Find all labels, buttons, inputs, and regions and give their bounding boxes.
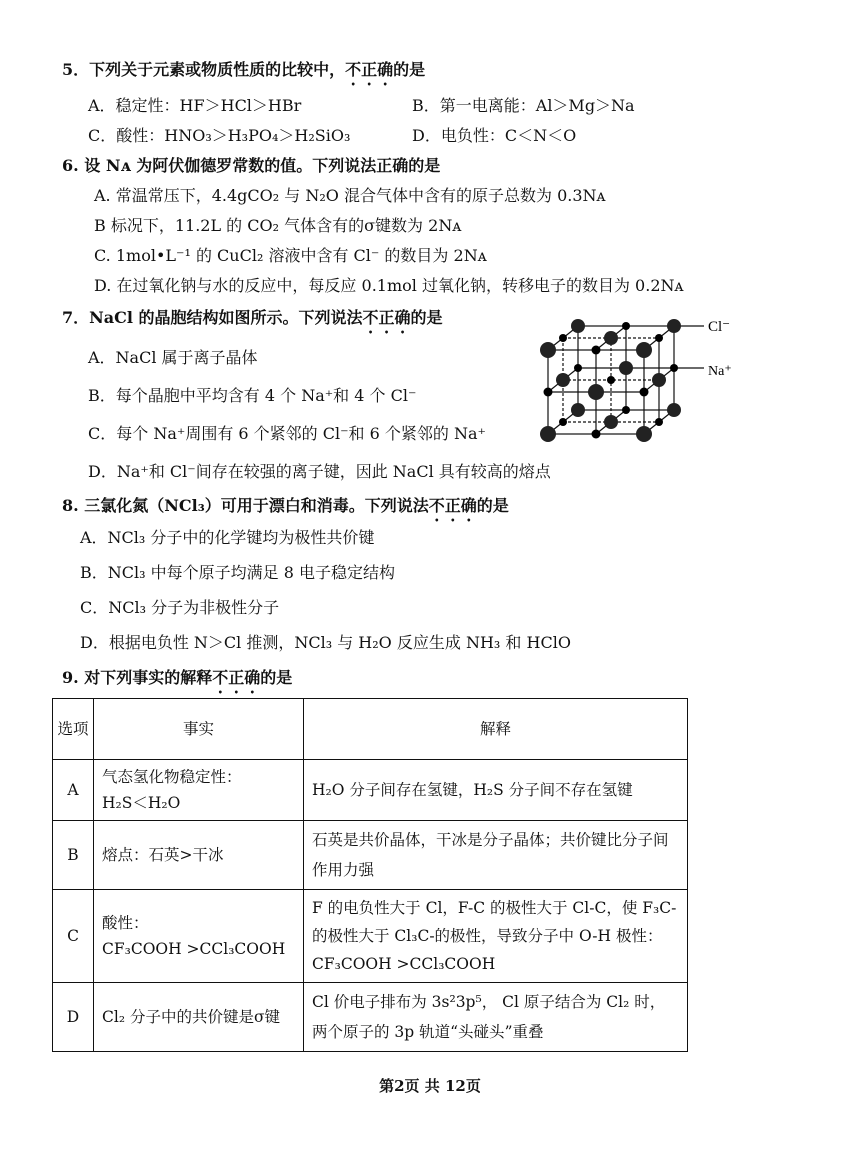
row-option: B [53, 821, 94, 890]
table-row [53, 890, 688, 983]
q5-option-d: D．电负性：C＜N＜O [412, 126, 577, 145]
row-explanation: H₂O 分子间存在氢键，H₂S 分子间不存在氢键 [304, 760, 688, 821]
q9-stem-text: 9. 对下列事实的解释 [62, 668, 213, 687]
q8-stem [62, 494, 509, 525]
q7-option-b: B．每个晶胞中平均含有 4 个 Na⁺和 4 个 Cl⁻ [88, 386, 417, 405]
q6-stem: 6. 设 Nᴀ 为阿伏伽德罗常数的值。下列说法正确的是 [62, 156, 441, 175]
q8-option-d: D．根据电负性 N＞Cl 推测，NCl₃ 与 H₂O 反应生成 NH₃ 和 HClO [80, 633, 571, 652]
q7-emphasis: 不正确 [362, 308, 411, 327]
q7-stem-end: 的是 [410, 308, 443, 327]
table-header-row [53, 699, 688, 760]
table-row [53, 821, 688, 890]
row-option: A [53, 760, 94, 821]
q5-stem-text: 5．下列关于元素或物质性质的比较中， [62, 60, 346, 79]
table-row [53, 760, 688, 821]
q8-stem-text: 8. 三氯化氮（NCl₃）可用于漂白和消毒。下列说法 [62, 496, 429, 515]
q8-option-c: C．NCl₃ 分子为非极性分子 [80, 598, 280, 617]
q7-stem-text: 7．NaCl 的晶胞结构如图所示。下列说法 [62, 308, 363, 327]
q6-option-c: C. 1mol•L⁻¹ 的 CuCl₂ 溶液中含有 Cl⁻ 的数目为 2Nᴀ [94, 246, 487, 265]
q9-stem-end: 的是 [260, 668, 293, 687]
q6-option-b: B 标况下，11.2L 的 CO₂ 气体含有的σ键数为 2Nᴀ [94, 216, 462, 235]
row-fact: Cl₂ 分子中的共价键是σ键 [94, 983, 304, 1052]
label-na: Na⁺ [708, 364, 732, 379]
row-explanation: F 的电负性大于 Cl，F-C 的极性大于 Cl-C，使 F₃C-的极性大于 Cl₃C-的极性，导致分子中 O-H 极性：CF₃COOH >CCl₃COOH [304, 890, 688, 983]
q6-option-d: D. 在过氧化钠与水的反应中，每反应 0.1mol 过氧化钠，转移电子的数目为 0.2Nᴀ [94, 276, 684, 295]
header-fact: 事实 [94, 699, 304, 760]
nacl-crystal-figure [536, 318, 748, 448]
row-explanation: 石英是共价晶体，干冰是分子晶体；共价键比分子间作用力强 [304, 821, 688, 890]
q9-emphasis: 不正确 [212, 668, 261, 687]
table-row [53, 983, 688, 1052]
row-fact: 气态氢化物稳定性： H₂S＜H₂O [94, 760, 304, 821]
q8-option-a: A．NCl₃ 分子中的化学键均为极性共价键 [80, 528, 375, 547]
q8-option-b: B．NCl₃ 中每个原子均满足 8 电子稳定结构 [80, 563, 395, 582]
header-option: 选项 [53, 699, 94, 760]
q7-stem [62, 306, 443, 337]
q5-option-c: C．酸性：HNO₃＞H₃PO₄＞H₂SiO₃ [88, 126, 351, 145]
header-explanation: 解释 [304, 699, 688, 760]
q5-option-b: B．第一电离能：Al＞Mg＞Na [412, 96, 635, 115]
q9-stem [62, 666, 292, 697]
q6-option-a: A. 常温常压下，4.4gCO₂ 与 N₂O 混合气体中含有的原子总数为 0.3Nᴀ [94, 186, 606, 205]
row-fact: 酸性： CF₃COOH >CCl₃COOH [94, 890, 304, 983]
q5-emphasis: 不正确 [345, 60, 394, 79]
q5-stem-end: 的是 [393, 60, 426, 79]
q7-option-d: D．Na⁺和 Cl⁻间存在较强的离子键，因此 NaCl 具有较高的熔点 [88, 462, 551, 481]
row-option: C [53, 890, 94, 983]
label-cl: Cl⁻ [708, 319, 731, 335]
q5-stem [62, 58, 425, 89]
q9-table [52, 698, 688, 1052]
q7-option-c: C．每个 Na⁺周围有 6 个紧邻的 Cl⁻和 6 个紧邻的 Na⁺ [88, 424, 486, 443]
lattice-lines [548, 326, 704, 434]
row-option: D [53, 983, 94, 1052]
q8-stem-end: 的是 [476, 496, 509, 515]
q8-emphasis: 不正确 [428, 496, 477, 515]
q7-option-a: A．NaCl 属于离子晶体 [88, 348, 258, 367]
row-fact: 熔点：石英>干冰 [94, 821, 304, 890]
row-explanation: Cl 价电子排布为 3s²3p⁵， Cl 原子结合为 Cl₂ 时，两个原子的 3p 轨道“头碰头”重叠 [304, 983, 688, 1052]
q5-option-a: A．稳定性：HF＞HCl＞HBr [88, 96, 302, 115]
page-footer: 第2页 共 12页 [379, 1077, 481, 1095]
